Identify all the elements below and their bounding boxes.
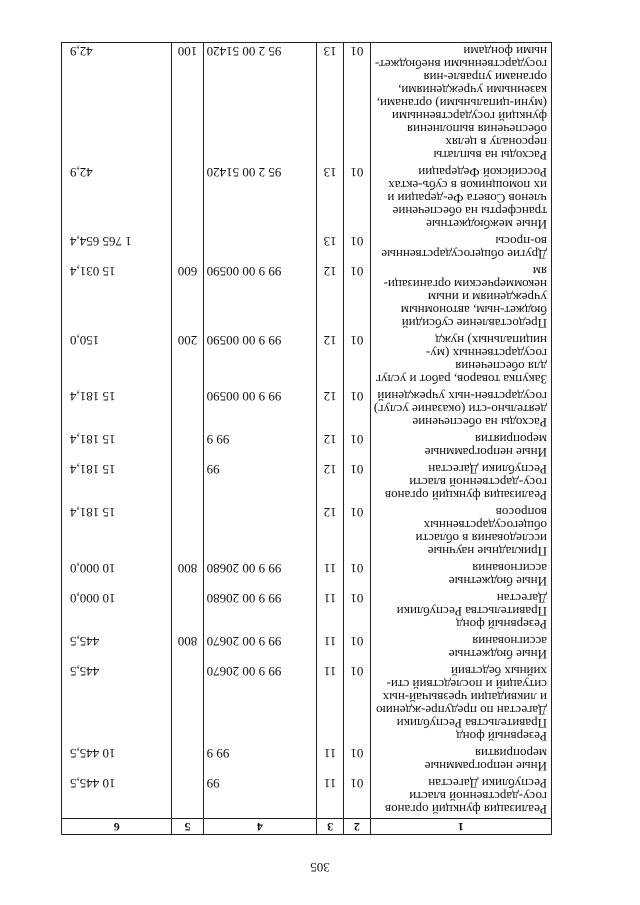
row-expense-type: 200	[172, 332, 203, 388]
row-section: 01	[344, 590, 371, 633]
row-amount: 42,9	[62, 164, 172, 233]
row-expense-type: 100	[172, 43, 203, 165]
row-expense-type	[172, 663, 203, 745]
row-target-article: 95 2 00 51420	[203, 164, 317, 233]
row-section: 01	[344, 43, 371, 165]
row-name: Иные непрограммные мероприятия	[370, 745, 551, 775]
row-subsection: 12	[317, 263, 344, 332]
row-subsection: 11	[317, 590, 344, 633]
row-subsection: 12	[317, 388, 344, 431]
row-subsection: 11	[317, 775, 344, 819]
row-name: Реализация функций органов госу-дарственной власти Республики Дагестан	[370, 461, 551, 504]
row-amount: 150,0	[62, 332, 172, 388]
row-subsection: 13	[317, 164, 344, 233]
row-subsection: 11	[317, 633, 344, 663]
row-section: 01	[344, 633, 371, 663]
table-row	[62, 263, 552, 332]
row-amount: 15 181,4	[62, 431, 172, 461]
row-name: Расходы на выплаты персоналу в целях обеспечения выполнения функций государственными (муни-ципальными) органами, казенными учреждениями, органами управле-ния государственными внебюджет-ными фондами	[370, 43, 551, 165]
row-target-article: 99 9 00 20670	[203, 633, 317, 663]
header-col-6: 6	[62, 819, 172, 835]
row-section: 01	[344, 775, 371, 819]
row-amount: 10 000,0	[62, 560, 172, 590]
budget-table	[61, 42, 552, 835]
table-row	[62, 388, 552, 431]
row-expense-type: 800	[172, 560, 203, 590]
row-section: 01	[344, 663, 371, 745]
row-target-article: 99 9 00 20670	[203, 663, 317, 745]
row-subsection: 11	[317, 663, 344, 745]
row-amount: 1 765 654,4	[62, 233, 172, 263]
table-row	[62, 504, 552, 560]
row-section: 01	[344, 388, 371, 431]
row-expense-type	[172, 461, 203, 504]
row-target-article: 95 2 00 51420	[203, 43, 317, 165]
row-name: Иные бюджетные ассигнования	[370, 633, 551, 663]
row-name: Иные бюджетные ассигнования	[370, 560, 551, 590]
row-name: Прикладные научные исследования в области общегосударственных вопросов	[370, 504, 551, 560]
row-target-article: 99 9 00 00590	[203, 263, 317, 332]
table-row	[62, 431, 552, 461]
row-amount: 15 181,4	[62, 504, 172, 560]
row-section: 01	[344, 332, 371, 388]
row-section: 01	[344, 164, 371, 233]
row-section: 01	[344, 560, 371, 590]
row-subsection: 12	[317, 431, 344, 461]
row-name: Закупка товаров, работ и услуг для обеспечения государственных (му-ниципальных) нужд	[370, 332, 551, 388]
row-name: Иные непрограммные мероприятия	[370, 431, 551, 461]
row-name: Другие общегосударственные во-просы	[370, 233, 551, 263]
row-name: Иные межбюджетные трансферты на обеспечение членов Совета Фе-дерации и их помощников в субъ-ектах Российской Федерации	[370, 164, 551, 233]
row-target-article: 99 9 00 00590	[203, 332, 317, 388]
row-expense-type: 600	[172, 263, 203, 332]
row-expense-type: 800	[172, 633, 203, 663]
row-expense-type	[172, 590, 203, 633]
row-name: Предоставление субсидий бюджет-ным, автономным учреждениям и иным некоммерческим организаци-ям	[370, 263, 551, 332]
table-row	[62, 43, 552, 165]
row-target-article: 99	[203, 461, 317, 504]
row-section: 01	[344, 233, 371, 263]
table-row	[62, 332, 552, 388]
row-target-article: 99	[203, 775, 317, 819]
table-row	[62, 663, 552, 745]
row-name: Реализация функций органов госу-дарственной власти Республики Дагестан	[370, 775, 551, 819]
header-col-3: 3	[317, 819, 344, 835]
row-subsection: 12	[317, 504, 344, 560]
row-amount: 15 181,4	[62, 461, 172, 504]
row-amount: 15 031,4	[62, 263, 172, 332]
row-target-article	[203, 233, 317, 263]
table-row	[62, 590, 552, 633]
table-row	[62, 233, 552, 263]
header-col-1: 1	[370, 819, 551, 835]
table-row	[62, 633, 552, 663]
header-col-5: 5	[172, 819, 203, 835]
row-target-article: 99 9 00 20680	[203, 590, 317, 633]
table-row	[62, 745, 552, 775]
row-expense-type	[172, 388, 203, 431]
row-section: 01	[344, 461, 371, 504]
row-expense-type	[172, 431, 203, 461]
row-amount: 445,5	[62, 633, 172, 663]
row-amount: 445,5	[62, 663, 172, 745]
row-target-article: 99 9 00 00590	[203, 388, 317, 431]
row-section: 01	[344, 504, 371, 560]
table-row	[62, 560, 552, 590]
table-row	[62, 775, 552, 819]
row-amount: 42,9	[62, 43, 172, 165]
row-expense-type	[172, 775, 203, 819]
row-target-article: 99 9	[203, 431, 317, 461]
table-row	[62, 164, 552, 233]
row-subsection: 12	[317, 332, 344, 388]
row-subsection: 11	[317, 560, 344, 590]
row-name: Резервный фонд Правительства Республики Дагестан по предупре-ждению и ликвидации чрезвычай-ных ситуаций и последствий сти-хийных бедствий	[370, 663, 551, 745]
page-number: 305	[310, 860, 330, 875]
row-target-article: 99 9 00 20680	[203, 560, 317, 590]
header-col-2: 2	[344, 819, 371, 835]
table-row	[62, 461, 552, 504]
row-expense-type	[172, 233, 203, 263]
header-col-4: 4	[203, 819, 317, 835]
row-target-article: 99 9	[203, 745, 317, 775]
table-header-row	[62, 819, 552, 835]
row-expense-type	[172, 504, 203, 560]
row-subsection: 13	[317, 43, 344, 165]
row-expense-type	[172, 164, 203, 233]
row-subsection: 13	[317, 233, 344, 263]
row-amount: 10 000,0	[62, 590, 172, 633]
row-section: 01	[344, 745, 371, 775]
row-expense-type	[172, 745, 203, 775]
row-subsection: 12	[317, 461, 344, 504]
row-name: Расходы на обеспечение деятельно-сти (оказание услуг) государствен-ных учреждений	[370, 388, 551, 431]
row-amount: 15 181,4	[62, 388, 172, 431]
row-amount: 10 445,5	[62, 745, 172, 775]
row-name: Резервный фонд Правительства Республики Дагестан	[370, 590, 551, 633]
row-subsection: 11	[317, 745, 344, 775]
row-amount: 10 445,5	[62, 775, 172, 819]
row-section: 01	[344, 431, 371, 461]
row-target-article	[203, 504, 317, 560]
row-section: 01	[344, 263, 371, 332]
